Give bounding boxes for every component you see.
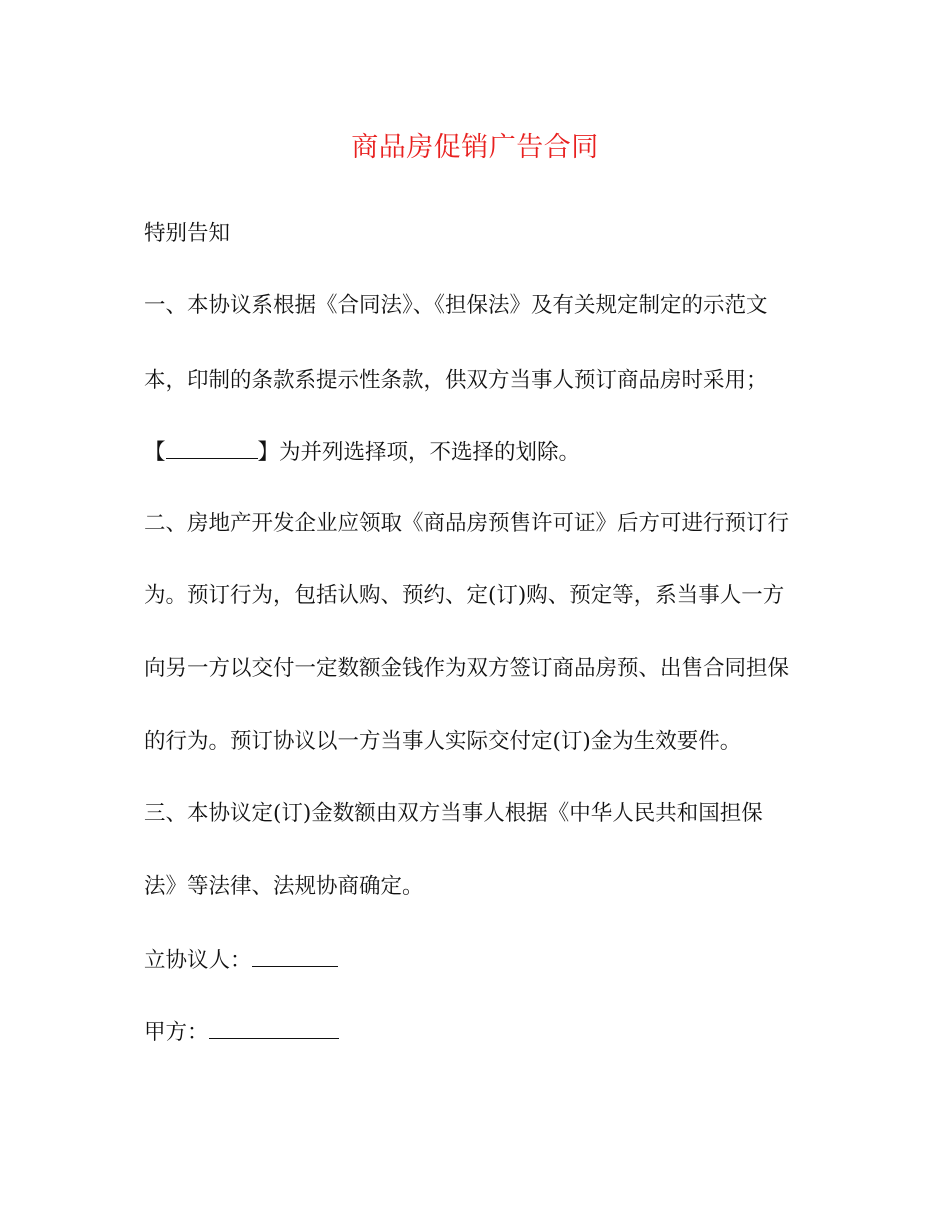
document-title: 商品房促销广告合同 <box>351 132 599 163</box>
party-a-label: 甲方： <box>144 1020 209 1045</box>
bracket-open: 【 <box>144 440 166 465</box>
signatory-line <box>144 945 338 976</box>
selection-note-line <box>144 437 580 468</box>
paragraph-line: 一、本协议系根据《合同法》、《担保法》及有关规定制定的示范文 <box>144 293 768 318</box>
notice-heading: 特别告知 <box>144 221 231 246</box>
paragraph-line: 法》等法律、法规协商确定。 <box>144 874 424 899</box>
blank-field <box>166 437 258 459</box>
selection-note-text: 为并列选择项，不选择的划除。 <box>279 440 581 465</box>
signatory-blank <box>252 945 338 967</box>
paragraph-line: 本，印制的条款系提示性条款，供双方当事人预订商品房时采用； <box>144 368 768 393</box>
paragraph-line: 向另一方以交付一定数额金钱作为双方签订商品房预、出售合同担保 <box>144 656 790 681</box>
paragraph-line: 为。预订行为，包括认购、预约、定(订)购、预定等，系当事人一方 <box>144 583 785 608</box>
signatory-label: 立协议人： <box>144 948 252 973</box>
paragraph-line: 二、房地产开发企业应领取《商品房预售许可证》后方可进行预订行 <box>144 511 790 536</box>
paragraph-line: 三、本协议定(订)金数额由双方当事人根据《中华人民共和国担保 <box>144 801 763 826</box>
paragraph-line: 的行为。预订协议以一方当事人实际交付定(订)金为生效要件。 <box>144 729 742 754</box>
party-a-blank <box>209 1017 339 1039</box>
party-a-line <box>144 1017 339 1048</box>
bracket-close: 】 <box>257 440 280 465</box>
